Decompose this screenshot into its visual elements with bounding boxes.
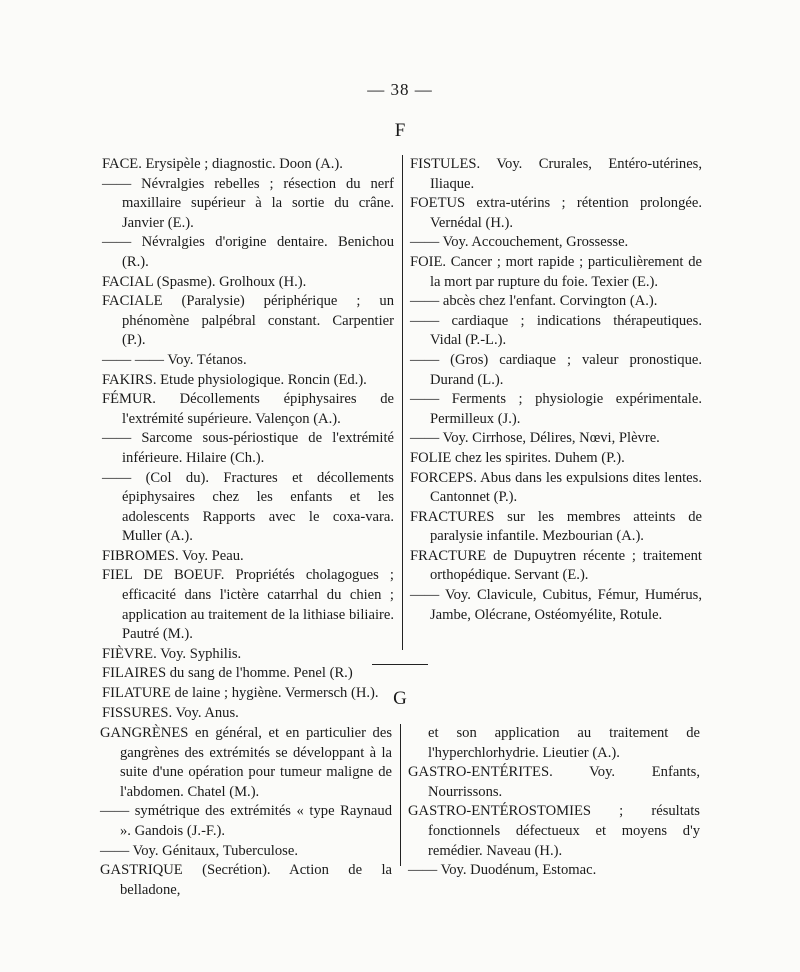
index-entry: FILAIRES du sang de l'homme. Penel (R.) bbox=[102, 665, 353, 682]
index-entry: FORCEPS. Abus dans les expulsions dites lentes. Cantonnet (P.). bbox=[410, 469, 702, 506]
index-entry: FISSURES. Voy. Anus. bbox=[102, 704, 239, 721]
index-entry: GANGRÈNES en général, et en particulier des gangrènes des extrémités se développant à la suite d'une opération pour tumeur maligne de l'abdomen. Chatel (M.). bbox=[100, 725, 392, 800]
section-letter-g: G bbox=[393, 688, 407, 709]
index-entry: —— abcès chez l'enfant. Corvington (A.). bbox=[410, 293, 658, 310]
index-entry: FAKIRS. Etude physiologique. Roncin (Ed.). bbox=[102, 371, 367, 388]
index-entry: FIEL DE BOEUF. Propriétés cholagogues ; efficacité dans l'ictère catarrhal du chien ; application au traitement de la lithiase biliaire. Pautré (M.). bbox=[102, 567, 394, 643]
section-letter-f: F bbox=[394, 120, 406, 141]
section-f-left-column bbox=[102, 155, 394, 723]
section-f-right-column bbox=[410, 155, 702, 625]
index-entry: GASTRO-ENTÉRITES. Voy. Enfants, Nourrissons. bbox=[408, 764, 700, 800]
index-entry: GASTRO-ENTÉROSTOMIES ; résultats fonctionnels défectueux et moyens d'y remédier. Naveau (H.). bbox=[408, 803, 700, 859]
index-entry: FIBROMES. Voy. Peau. bbox=[102, 547, 244, 564]
index-entry-continuation: et son application au traitement de l'hyperchlorhydrie. Lieutier (A.). bbox=[428, 725, 700, 761]
index-entry: —— Voy. Accouchement, Grossesse. bbox=[410, 234, 629, 251]
index-entry: —— Voy. Clavicule, Cubitus, Fémur, Humérus, Jambe, Olécrane, Ostéomyélite, Rotule. bbox=[410, 587, 702, 623]
index-entry: —— Voy. Cirrhose, Délires, Nœvi, Plèvre. bbox=[410, 430, 660, 447]
index-entry: FOETUS extra-utérins ; rétention prolongée. Vernédal (H.). bbox=[410, 195, 702, 231]
index-entry: —— Sarcome sous-périostique de l'extrémité inférieure. Hilaire (Ch.). bbox=[102, 430, 394, 466]
index-entry: FIÈVRE. Voy. Syphilis. bbox=[102, 645, 242, 662]
index-entry: —— symétrique des extrémités « type Raynaud ». Gandois (J.-F.). bbox=[100, 803, 392, 839]
index-entry: FISTULES. Voy. Crurales, Entéro-utérines, Iliaque. bbox=[410, 156, 702, 192]
index-entry: FÉMUR. Décollements épiphysaires de l'extrémité supérieure. Valençon (A.). bbox=[102, 391, 394, 427]
index-entry: FILATURE de laine ; hygiène. Vermersch (H.). bbox=[102, 685, 379, 702]
index-entry: FACIAL (Spasme). Grolhoux (H.). bbox=[102, 273, 307, 290]
index-entry: —— Voy. Duodénum, Estomac. bbox=[408, 862, 597, 879]
index-entry: FACIALE (Paralysie) périphérique ; un phénomène palpébral constant. Carpentier (P.). bbox=[102, 293, 394, 349]
index-entry: FOLIE chez les spirites. Duhem (P.). bbox=[410, 449, 625, 466]
index-entry: GASTRIQUE (Secrétion). Action de la belladone, bbox=[100, 862, 392, 898]
index-entry: —— (Col du). Fractures et décollements épiphysaires chez les enfants et les adolescents Rapports avec le coxa-vara. Muller (A.). bbox=[102, 469, 394, 545]
column-divider bbox=[402, 155, 403, 650]
section-g-right-column bbox=[408, 724, 700, 881]
index-entry: —— cardiaque ; indications thérapeutiques. Vidal (P.-L.). bbox=[410, 312, 702, 349]
index-entry: FRACTURE de Dupuytren récente ; traitement orthopédique. Servant (E.). bbox=[410, 547, 702, 584]
page-number: — 38 — bbox=[367, 80, 433, 99]
index-entry: —— (Gros) cardiaque ; valeur pronostique. Durand (L.). bbox=[410, 351, 702, 388]
section-g-left-column bbox=[100, 724, 392, 900]
index-entry: —— Névralgies d'origine dentaire. Benichou (R.). bbox=[102, 234, 394, 270]
index-entry: FRACTURES sur les membres atteints de paralysie infantile. Mezbourian (A.). bbox=[410, 508, 702, 545]
index-entry: —— Ferments ; physiologie expérimentale. Permilleux (J.). bbox=[410, 391, 702, 427]
index-entry: —— —— Voy. Tétanos. bbox=[102, 351, 247, 368]
index-entry: FACE. Erysipèle ; diagnostic. Doon (A.). bbox=[102, 156, 343, 172]
index-entry: FOIE. Cancer ; mort rapide ; particulièrement de la mort par rupture du foie. Texier (E.). bbox=[410, 253, 702, 290]
section-separator bbox=[372, 664, 428, 665]
index-entry: —— Voy. Génitaux, Tuberculose. bbox=[100, 842, 298, 859]
column-divider bbox=[400, 724, 401, 866]
index-entry: —— Névralgies rebelles ; résection du nerf maxillaire supérieur à la sortie du crâne. Janvier (E.). bbox=[102, 175, 394, 231]
